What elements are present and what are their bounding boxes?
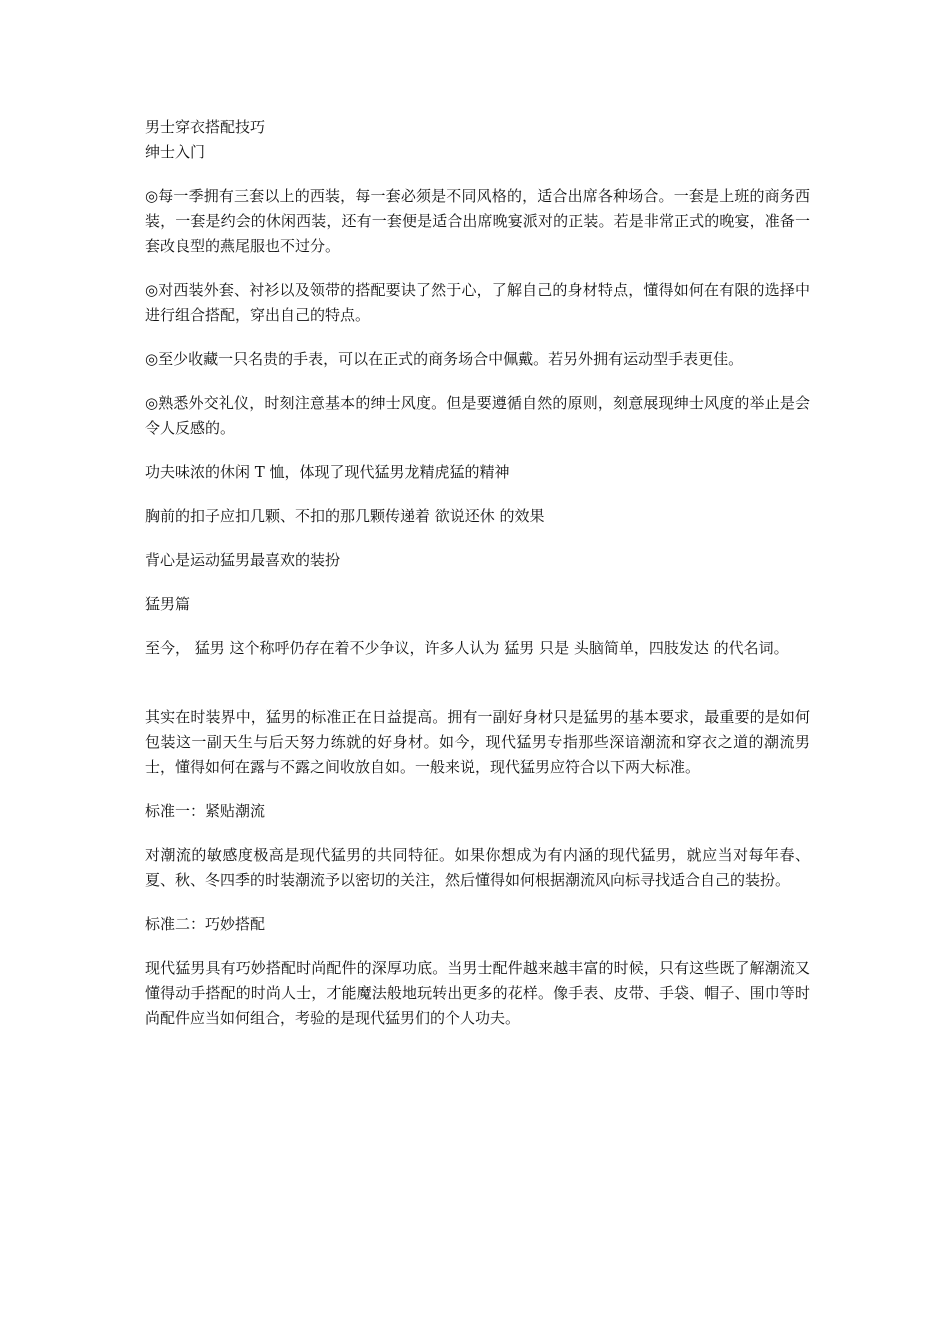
spacer xyxy=(145,259,810,278)
paragraph-standards-intro: 其实在时装界中，猛男的标准正在日益提高。拥有一副好身材只是猛男的基本要求，最重要的是如何包装这一副天生与后天努力练就的好身材。如今，现代猛男专指那些深谙潮流和穿衣之道的潮流男士，懂得如何在露与不露之间收放自如。一般来说，现代猛男应符合以下两大标准。 xyxy=(145,708,810,776)
section-heading-mengnan: 猛男篇 xyxy=(145,595,191,613)
caption-vest: 背心是运动猛男最喜欢的装扮 xyxy=(145,551,341,569)
heading-standard-one: 标准一：紧贴潮流 xyxy=(145,802,266,820)
paragraph-etiquette: ◎熟悉外交礼仪，时刻注意基本的绅士风度。但是要遵循自然的原则，刻意展现绅士风度的举止是会令人反感的。 xyxy=(145,394,810,437)
paragraph-matching: ◎对西装外套、衬衫以及领带的搭配要诀了然于心，了解自己的身材特点，懂得如何在有限的选择中进行组合搭配，穿出自己的特点。 xyxy=(145,281,810,324)
paragraph-watch: ◎至少收藏一只名贵的手表，可以在正式的商务场合中佩戴。若另外拥有运动型手表更佳。 xyxy=(145,350,744,368)
paragraph-suits: ◎每一季拥有三套以上的西装，每一套必须是不同风格的，适合出席各种场合。一套是上班的商务西装，一套是约会的休闲西装，还有一套便是适合出席晚宴派对的正装。若是非常正式的晚宴，准备一套改良型的燕尾服也不过分。 xyxy=(145,187,810,255)
spacer xyxy=(145,485,810,504)
spacer xyxy=(145,529,810,548)
spacer xyxy=(145,441,810,460)
spacer xyxy=(145,780,810,799)
heading-standard-two: 标准二：巧妙搭配 xyxy=(145,915,266,933)
caption-buttons: 胸前的扣子应扣几颗、不扣的那几颗传递着 欲说还休 的效果 xyxy=(145,507,545,525)
document-subtitle: 绅士入门 xyxy=(145,143,206,161)
caption-tshirt: 功夫味浓的休闲 T 恤，体现了现代猛男龙精虎猛的精神 xyxy=(145,463,510,481)
spacer xyxy=(145,824,810,843)
paragraph-controversy: 至今， 猛男 这个称呼仍存在着不少争议，许多人认为 猛男 只是 头脑简单，四肢发达 的代名词。 xyxy=(145,639,789,657)
spacer xyxy=(145,893,810,912)
spacer xyxy=(145,328,810,347)
spacer xyxy=(145,617,810,636)
spacer xyxy=(145,372,810,391)
spacer xyxy=(145,661,810,705)
document-body xyxy=(145,115,810,1031)
spacer xyxy=(145,165,810,184)
document-title: 男士穿衣搭配技巧 xyxy=(145,118,266,136)
paragraph-standard-one: 对潮流的敏感度极高是现代猛男的共同特征。如果你想成为有内涵的现代猛男，就应当对每年春、夏、秋、冬四季的时装潮流予以密切的关注，然后懂得如何根据潮流风向标寻找适合自己的装扮。 xyxy=(145,846,810,889)
paragraph-standard-two: 现代猛男具有巧妙搭配时尚配件的深厚功底。当男士配件越来越丰富的时候，只有这些既了解潮流又懂得动手搭配的时尚人士，才能魔法般地玩转出更多的花样。像手表、皮带、手袋、帽子、围巾等时尚配件应当如何组合，考验的是现代猛男们的个人功夫。 xyxy=(145,959,810,1027)
spacer xyxy=(145,937,810,956)
spacer xyxy=(145,573,810,592)
